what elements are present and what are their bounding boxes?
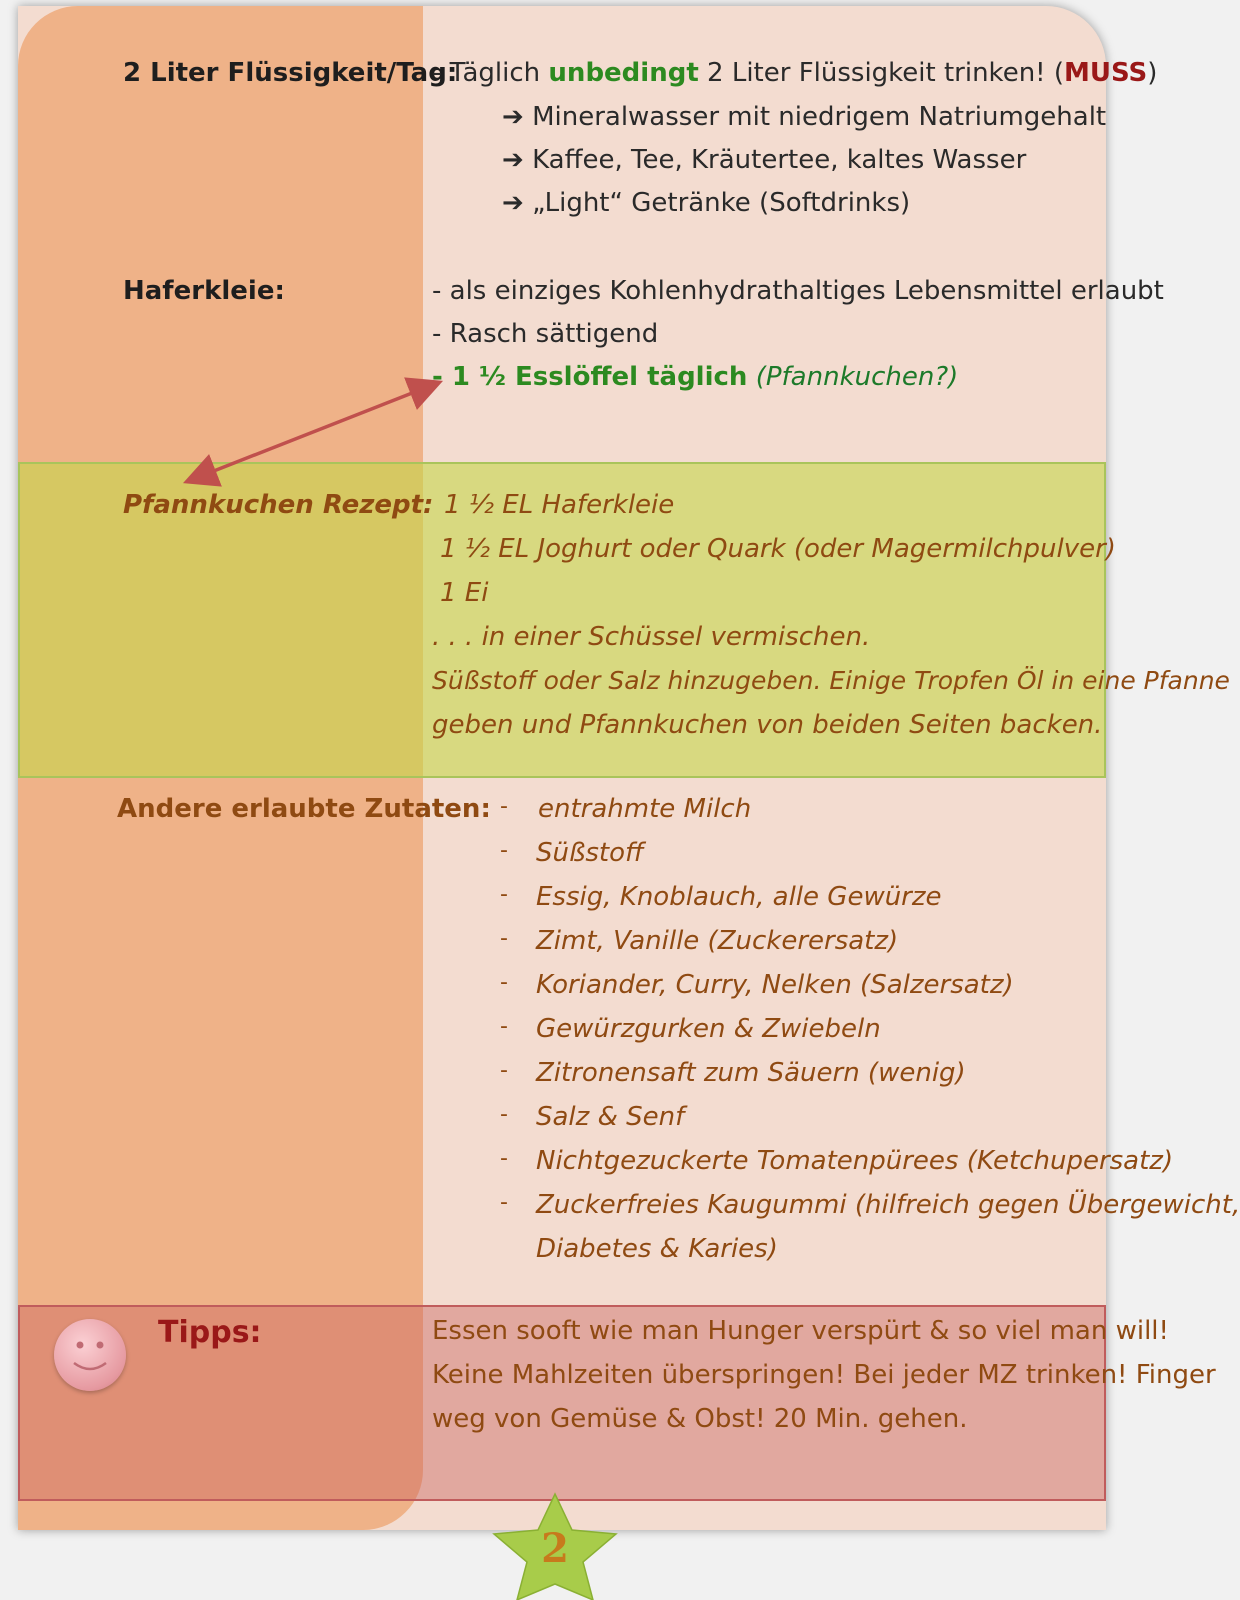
arrow-right-icon: ➔ <box>502 102 533 132</box>
allowed-item: Salz & Senf <box>536 1102 685 1132</box>
allowed-item: entrahmte Milch <box>538 794 752 824</box>
list-dash: - <box>500 1058 508 1083</box>
list-dash: - <box>500 882 508 907</box>
list-dash: - <box>500 1146 508 1171</box>
oat-dosage: 1 ½ Esslöffel täglich <box>451 362 748 392</box>
allowed-item: Koriander, Curry, Nelken (Salzersatz) <box>536 970 1014 1000</box>
tips-line: Essen sooft wie man Hunger verspürt & so viel man will! <box>432 1316 1169 1346</box>
allowed-item: Essig, Knoblauch, alle Gewürze <box>536 882 942 912</box>
fluid-emphasis: unbedingt <box>548 58 699 88</box>
list-dash: - <box>500 1102 508 1127</box>
oat-line: - als einziges Kohlenhydrathaltiges Lebensmittel erlaubt <box>432 276 1164 306</box>
allowed-item: Nichtgezuckerte Tomatenpürees (Ketchupersatz) <box>536 1146 1174 1176</box>
fluid-item-text: Mineralwasser mit niedrigem Natriumgehalt <box>532 102 1107 132</box>
recipe-line: Süßstoff oder Salz hinzugeben. Einige Tropfen Öl in eine Pfanne <box>432 666 1230 695</box>
page-number: 2 <box>541 1525 569 1572</box>
allowed-item: Zimt, Vanille (Zuckerersatz) <box>536 926 899 956</box>
oat-dosage-dash: - <box>432 362 452 392</box>
arrow-right-icon: ➔ <box>502 145 533 175</box>
allowed-item-continued: Diabetes & Karies) <box>536 1234 778 1264</box>
recipe-line: 1 ½ EL Haferkleie <box>444 490 675 520</box>
fluid-item-text: Kaffee, Tee, Kräutertee, kaltes Wasser <box>532 145 1027 175</box>
recipe-line: 1 ½ EL Joghurt oder Quark (oder Magermilchpulver) <box>440 534 1116 564</box>
recipe-line: geben und Pfannkuchen von beiden Seiten backen. <box>432 710 1103 740</box>
recipe-line: 1 Ei <box>440 578 489 608</box>
fluid-line-mid: 2 Liter Flüssigkeit trinken! ( <box>698 58 1064 88</box>
tips-line: weg von Gemüse & Obst! 20 Min. gehen. <box>432 1404 968 1434</box>
allowed-item: Gewürzgurken & Zwiebeln <box>536 1014 881 1044</box>
oat-dosage-note: (Pfannkuchen?) <box>747 362 959 392</box>
list-dash: - <box>500 970 508 995</box>
tips-label: Tipps: <box>158 1315 262 1350</box>
fluid-line-end: ) <box>1147 58 1158 88</box>
list-dash: - <box>500 1014 508 1039</box>
list-dash: - <box>500 838 508 863</box>
allowed-item: Zitronensaft zum Säuern (wenig) <box>536 1058 966 1088</box>
oat-label: Haferkleie: <box>123 276 285 306</box>
allowed-item: Zuckerfreies Kaugummi (hilfreich gegen Übergewicht, <box>536 1190 1240 1220</box>
list-dash: - <box>500 926 508 951</box>
fluid-label: 2 Liter Flüssigkeit/Tag: <box>123 58 458 88</box>
list-dash: - <box>500 1190 508 1215</box>
recipe-line: . . . in einer Schüssel vermischen. <box>432 622 871 652</box>
must-marker: MUSS <box>1064 58 1148 88</box>
oat-line: - Rasch sättigend <box>432 319 659 349</box>
smiley-icon <box>54 1319 126 1391</box>
fluid-line-prefix: - Täglich <box>432 58 549 88</box>
tips-line: Keine Mahlzeiten überspringen! Bei jeder MZ trinken! Finger <box>432 1360 1216 1390</box>
arrow-right-icon: ➔ <box>502 188 533 218</box>
recipe-label: Pfannkuchen Rezept: <box>123 490 434 520</box>
allowed-item: Süßstoff <box>536 838 644 868</box>
fluid-item-text: „Light“ Getränke (Softdrinks) <box>532 188 911 218</box>
allowed-label: Andere erlaubte Zutaten: <box>117 794 491 824</box>
list-dash: - <box>500 794 508 819</box>
